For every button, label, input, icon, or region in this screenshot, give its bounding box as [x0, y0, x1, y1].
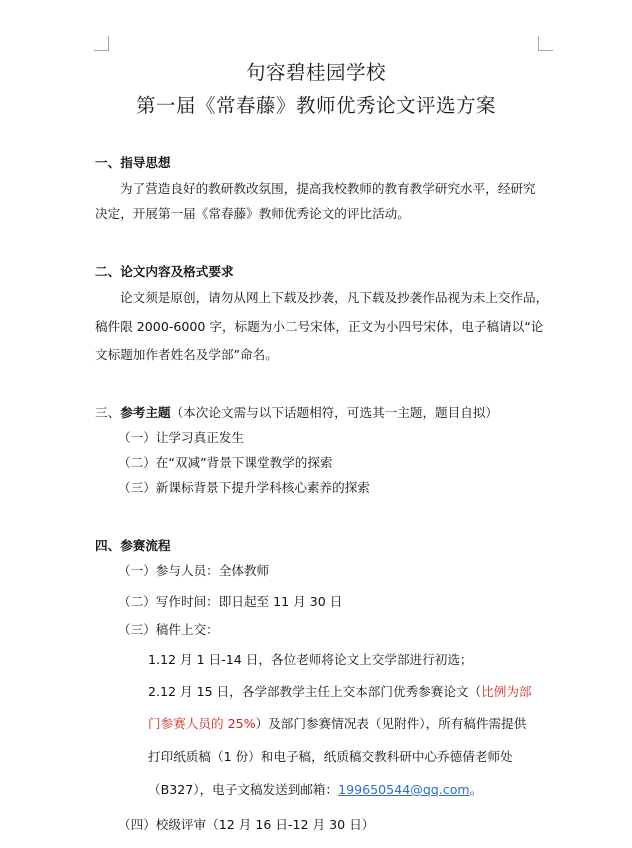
section3-heading: 参考主题	[120, 405, 171, 420]
ratio-highlight-a: 比例为部	[481, 684, 532, 699]
section3-heading-line	[95, 405, 498, 421]
topic-item: （三）新课标背景下提升学科核心素养的探索	[118, 480, 370, 495]
section2-line-1: 论文须是原创，请勿从网上下载及抄袭，凡下载及抄袭作品视为未上交作品，	[120, 290, 549, 305]
submission-step-2-line-2	[148, 716, 526, 732]
school-title: 句容碧桂园学校	[245, 61, 386, 84]
review-line: （四）校级评审（12 月 16 日-12 月 30 日）	[118, 817, 375, 832]
step2-text-c: （B327），电子文稿发送到邮箱：	[148, 782, 339, 797]
topic-item: （二）在“双减”背景下课堂教学的探索	[118, 455, 333, 470]
participants-line: （一）参与人员：全体教师	[118, 563, 270, 578]
step2-text-d: 。	[469, 782, 483, 797]
writing-time-line: （二）写作时间：即日起至 11 月 30 日	[118, 594, 343, 609]
section1-heading: 一、指导思想	[95, 155, 171, 170]
submission-step-1: 1.12 月 1 日-14 日，各位老师将论文上交学部进行初选；	[148, 652, 473, 667]
page-corner-mark-top-left	[94, 36, 109, 51]
step2-text-b: ）及部门参赛情况表（见附件），所有稿件需提供	[255, 716, 527, 731]
section3-note: （本次论文需与以下话题相符，可选其一主题，题目自拟）	[170, 405, 498, 420]
submission-heading: （三）稿件上交：	[118, 622, 219, 637]
section3-prefix: 三、	[95, 405, 121, 420]
submission-step-2-line-3: 打印纸质稿（1 份）和电子稿，纸质稿交教科研中心乔德倩老师处	[148, 749, 513, 764]
submission-step-2-line-1	[148, 684, 532, 700]
plan-title: 第一届《常春藤》教师优秀论文评选方案	[135, 94, 496, 117]
page-corner-mark-top-right	[538, 36, 553, 51]
section1-line-1: 为了营造良好的教研教改氛围，提高我校教师的教育教学研究水平，经研究	[120, 181, 536, 196]
topic-item: （一）让学习真正发生	[118, 430, 244, 445]
submission-step-2-line-4	[148, 782, 482, 798]
section2-line-2: 稿件限 2000-6000 字，标题为小二号宋体，正文为小四号宋体，电子稿请以“论	[95, 319, 544, 334]
ratio-highlight-b: 门参赛人员的 25%	[148, 716, 256, 731]
section2-line-3: 文标题加作者姓名及学部”命名。	[95, 347, 278, 362]
section4-heading: 四、参赛流程	[95, 538, 171, 553]
email-link[interactable]: 199650544@qq.com	[338, 782, 470, 797]
section1-line-2: 决定，开展第一届《常春藤》教师优秀论文的评比活动。	[95, 206, 410, 221]
section2-heading: 二、论文内容及格式要求	[95, 264, 234, 279]
step2-text-a: 2.12 月 15 日，各学部教学主任上交本部门优秀参赛论文（	[148, 684, 482, 699]
